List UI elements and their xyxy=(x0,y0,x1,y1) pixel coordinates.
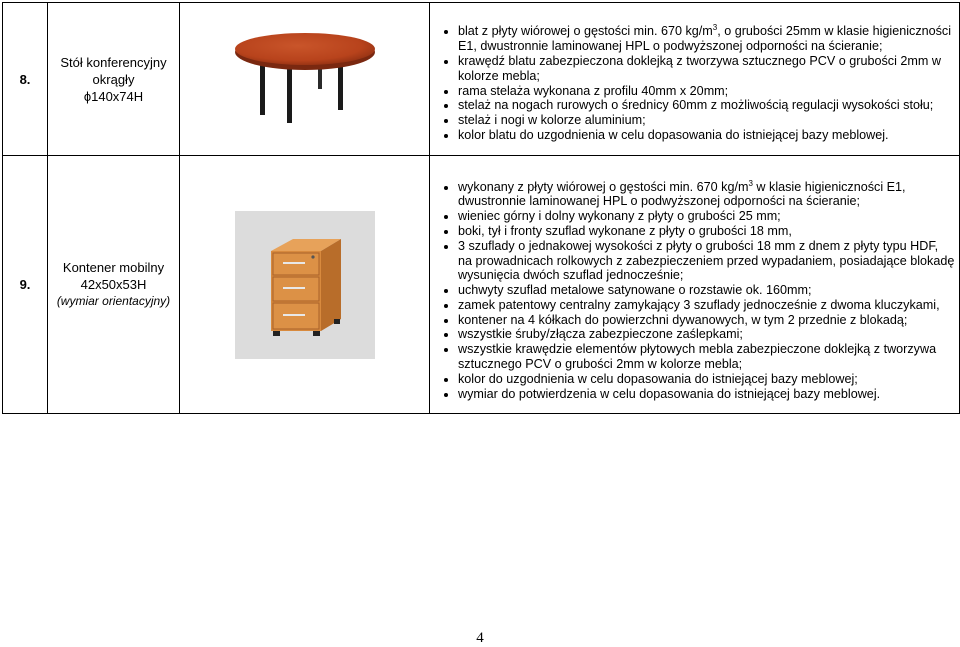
lock-icon xyxy=(311,255,314,258)
list-item: • wieniec górny i dolny wykonany z płyty o grubości 25 mm; xyxy=(458,209,955,224)
list-item: • zamek patentowy centralny zamykający 3 szuflady jednocześnie z dwoma kluczykami, xyxy=(458,298,955,313)
list-item: • stelaż na nogach rurowych o średnicy 60mm z możliwością regulacji wysokości stołu; xyxy=(458,98,955,113)
list-item: • wymiar do potwierdzenia w celu dopasowania do istniejącej bazy meblowej. xyxy=(458,387,955,402)
item-dimensions: ϕ140x74H xyxy=(83,88,144,104)
row-number: 8. xyxy=(3,3,48,156)
list-item: • uchwyty szuflad metalowe satynowane o rozstawie ok. 160mm; xyxy=(458,283,955,298)
caster-wheel xyxy=(334,319,340,324)
list-item: • blat z płyty wiórowej o gęstości min. 670 $kg/m^3$, o grubości 25mm w klasie higieniczności E1, dwustronnie laminowanej HPL o podwyższonej odporności na ścieranie; xyxy=(458,24,955,54)
list-item: • krawędź blatu zabezpieczona doklejką z tworzywa sztucznego PCV o grubości 2mm w kolorze mebla; xyxy=(458,54,955,84)
caster-wheel xyxy=(273,331,280,336)
round-table-image xyxy=(230,33,380,125)
item-dimensions-note: (wymiar orientacyjny) xyxy=(56,294,171,308)
table-row xyxy=(3,3,960,156)
item-name-line: Kontener mobilny xyxy=(62,260,165,275)
item-picture-cell xyxy=(180,156,430,414)
table-row xyxy=(3,156,960,414)
item-name-line: Stół konferencyjny xyxy=(60,54,167,70)
drawer-front xyxy=(273,277,319,301)
item-name xyxy=(48,156,180,414)
specification-table xyxy=(2,2,960,414)
row-number: 9. xyxy=(3,156,48,414)
mobile-drawer-cabinet-image xyxy=(235,211,375,359)
cabinet-side xyxy=(321,239,341,331)
list-item: • kolor do uzgodnienia w celu dopasowania do istniejącej bazy meblowej; xyxy=(458,372,955,387)
list-item: • stelaż i nogi w kolorze aluminium; xyxy=(458,113,955,128)
item-description xyxy=(430,3,960,156)
list-item: • rama stelaża wykonana z profilu 40mm x 20mm; xyxy=(458,84,955,99)
item-name-line: okrągły xyxy=(92,71,135,87)
table-leg xyxy=(287,63,292,123)
list-item: • kontener na 4 kółkach do powierzchni dywanowych, w tym 2 przednie z blokadą; xyxy=(458,313,955,328)
list-item: • boki, tył i fronty szuflad wykonane z płyty o grubości 18 mm, xyxy=(458,224,955,239)
list-item: • wszystkie krawędzie elementów płytowych mebla zabezpieczone doklejką z tworzywa sztucznego PCV o grubości 2mm w kolorze mebla; xyxy=(458,342,955,372)
list-item: • kolor blatu do uzgodnienia w celu dopasowania do istniejącej bazy meblowej. xyxy=(458,128,955,143)
drawer-front xyxy=(273,303,319,329)
table-top xyxy=(235,33,375,65)
page-number: 4 xyxy=(476,630,484,646)
item-description xyxy=(430,156,960,414)
caster-wheel xyxy=(313,331,320,336)
item-name xyxy=(48,3,180,156)
list-item: • wszystkie śruby/złącza zabezpieczone zaślepkami; xyxy=(458,327,955,342)
list-item: • wykonany z płyty wiórowej o gęstości min. 670 $kg/m^3$ w klasie higieniczności E1, dwustronnie laminowanej HPL o podwyższonej odporności na ścieranie; xyxy=(458,180,955,210)
list-item: • 3 szuflady o jednakowej wysokości z płyty o grubości 18 mm z dnem z płyty typu HDF, na prowadnicach rolkowych z zabezpieczeniem przed wypadaniem, posiadające blokadę wysunięcia dwóch szuflad jednocześnie; xyxy=(458,239,955,283)
item-picture-cell xyxy=(180,3,430,156)
item-dimensions: 42x50x53H xyxy=(80,277,147,292)
